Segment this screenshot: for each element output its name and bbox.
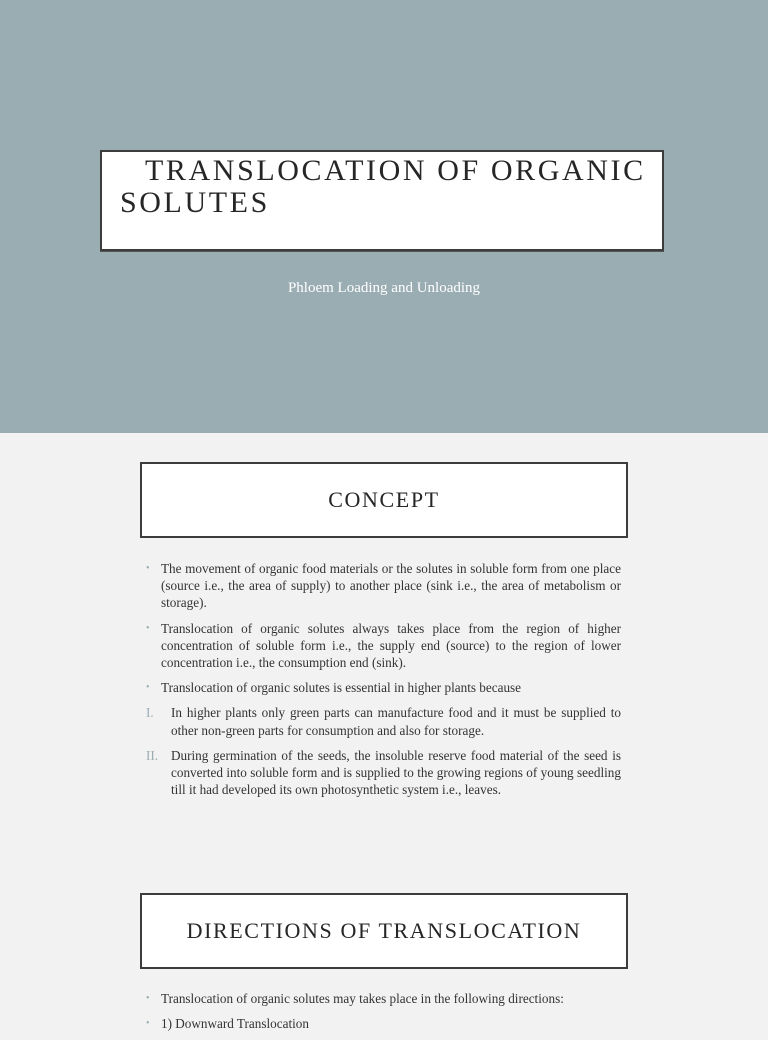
slide-subtitle: Phloem Loading and Unloading [287,280,481,296]
item-number: I. [146,705,154,721]
item-number: II. [146,747,159,763]
bullet-icon: • [146,682,150,694]
bullet-icon: • [146,993,150,1004]
list-item: • The movement of organic food materials or the solutes in soluble form from one place (source i.e., the area of supply) to another place (sink i.e., the area of metabolism or storage). [146,561,621,611]
bullet-icon: • [146,1018,150,1030]
directions-heading-box [140,893,628,969]
concept-content [146,560,621,806]
numbered-item: I. In higher plants only green parts can manufacture food and it must be supplied to other non-green parts for consumption and also for storage. [146,705,621,738]
list-item: • Translocation of organic solutes may takes place in the following directions: [146,991,564,1006]
directions-heading: DIRECTIONS OF TRANSLOCATION [186,918,582,943]
title-box [100,150,664,251]
slide-title: TRANSLOCATION OF ORGANIC SOLUTES [120,154,646,219]
numbered-item: II. During germination of the seeds, the insoluble reserve food material of the seed is converted into soluble form and is supplied to the growing regions of young seedling till it had developed its own photosynthetic system i.e., leaves. [146,747,621,798]
bullet-icon: • [146,622,150,634]
list-item: • 1) Downward Translocation [146,1016,309,1032]
concept-heading: CONCEPT [328,487,440,512]
directions-content [146,990,621,1040]
bullet-icon: • [146,563,150,574]
list-item: • Translocation of organic solutes always takes place from the region of higher concentration of soluble form i.e., the supply end (source) to the region of lower concentration i.e., the consumption end (sink). [146,620,621,671]
title-slide [0,0,768,433]
concept-heading-box [140,462,628,538]
list-item: • Translocation of organic solutes is essential in higher plants because [146,680,522,696]
